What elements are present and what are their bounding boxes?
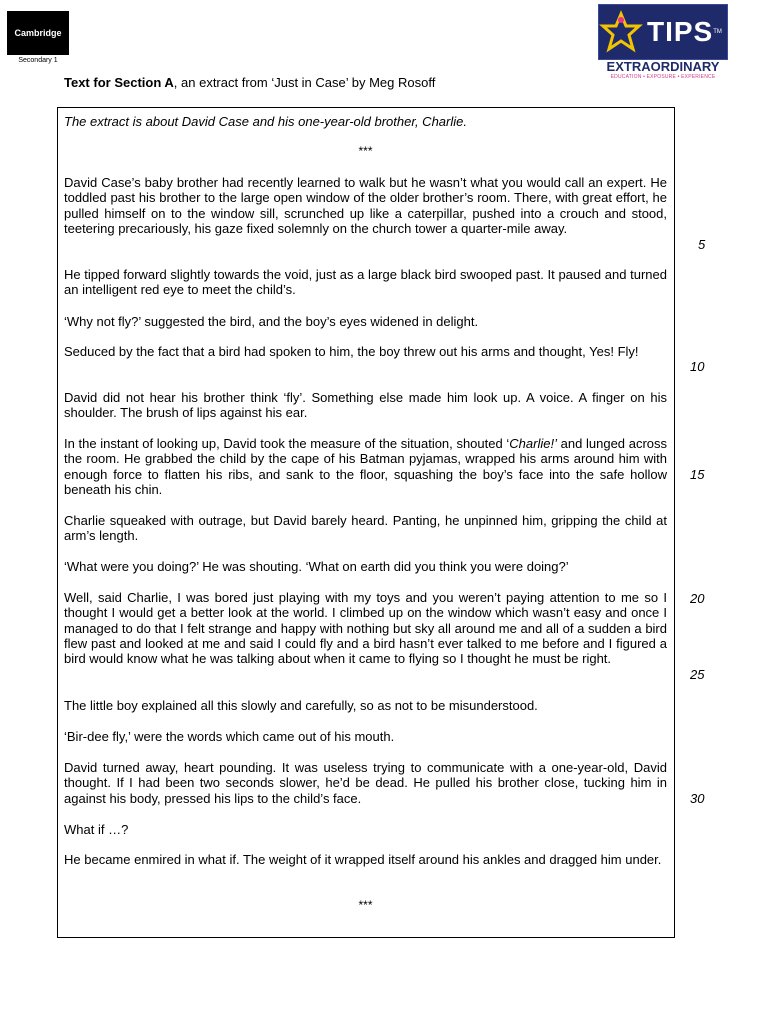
paragraph-11: ‘Bir-dee fly,’ were the words which came out of his mouth.	[64, 729, 395, 744]
stars-top: ***	[358, 144, 373, 158]
paragraph-12: David turned away, heart pounding. It was useless trying to communicate with a one-year-old, David thought. If I had been two seconds slower, he’d be dead. He pulled his brother close, tucking him in against his body, pressed his lips to the child’s face.	[64, 760, 667, 806]
tips-logo	[598, 4, 728, 83]
star-figure-icon	[599, 10, 643, 54]
section-heading-bold: Text for Section A	[64, 75, 174, 90]
paragraph-1: David Case’s baby brother had recently learned to walk but he wasn’t what you would call an expert. He toddled past his brother to the large open window of the older brother’s room. There, with great effort, he pulled himself on to the window sill, scrunched up like a caterpillar, pushed into a crouch and stood, teetering precariously, his gaze fixed solemnly on the church tower a quarter-mile away.	[64, 175, 667, 236]
line-number-15: 15	[690, 467, 705, 482]
paragraph-10: The little boy explained all this slowly and carefully, so as not to be misunderstood.	[64, 698, 538, 713]
section-heading	[64, 75, 435, 90]
tips-extraordinary: EXTRAORDINARY	[606, 59, 720, 74]
tips-footer	[598, 60, 728, 84]
section-heading-rest: , an extract from ‘Just in Case’ by Meg Rosoff	[173, 75, 436, 90]
line-number-10: 10	[690, 359, 705, 374]
tips-tagline: EDUCATION • EXPOSURE • EXPERIENCE	[610, 74, 716, 80]
paragraph-6-a: In the instant of looking up, David took the measure of the situation, shouted ‘	[64, 436, 510, 451]
paragraph-2: He tipped forward slightly towards the void, just as a large black bird swooped past. It paused and turned an intelligent red eye to meet the child’s.	[64, 267, 667, 298]
paragraph-13: What if …?	[64, 822, 129, 837]
cambridge-logo	[7, 11, 69, 66]
paragraph-7: Charlie squeaked with outrage, but David barely heard. Panting, he unpinned him, gripping the child at arm’s length.	[64, 513, 667, 544]
paragraph-4: Seduced by the fact that a bird had spoken to him, the boy threw out his arms and thought, Yes! Fly!	[64, 344, 639, 359]
cambridge-wordmark: Cambridge	[7, 11, 69, 55]
tips-word: TIPS	[647, 16, 714, 47]
line-number-25: 25	[690, 667, 705, 682]
tips-banner	[598, 4, 728, 60]
paragraph-5: David did not hear his brother think ‘fly’. Something else made him look up. A voice. A finger on his shoulder. The brush of lips against his ear.	[64, 390, 667, 421]
paragraph-8: ‘What were you doing?’ He was shouting. ‘What on earth did you think you were doing?’	[64, 559, 569, 574]
paragraph-9: Well, said Charlie, I was bored just playing with my toys and you weren’t paying attention to me so I thought I would get a better look at the world. I climbed up on the window which wasn’t easy and once I managed to do that I felt strange and happy with nothing but sky all around me and all of a sudden a bird flew past and looked at me and said I could fly and a bird hasn’t ever talked to me before and I figured a bird would know what he was talking about when it came to flying so I thought he must be right.	[64, 590, 667, 667]
line-number-30: 30	[690, 791, 705, 806]
cambridge-sub: Secondary 1	[7, 55, 69, 64]
tips-tm: TM	[713, 29, 722, 35]
line-number-5: 5	[698, 237, 706, 252]
paragraph-6	[64, 436, 667, 497]
paragraph-6-italic: Charlie!’	[509, 436, 557, 451]
paragraph-3: ‘Why not fly?’ suggested the bird, and the boy’s eyes widened in delight.	[64, 314, 479, 329]
stars-bottom: ***	[358, 898, 373, 912]
intro-text: The extract is about David Case and his one-year-old brother, Charlie.	[64, 114, 467, 129]
paragraph-6-b: and lunged across the room. He grabbed the child by the cape of his Batman pyjamas, wrapped his arms around him with enough force to flatten his ribs, and sank to the floor, squashing the boy’s face into the safe hollow beneath his chin.	[64, 436, 667, 497]
paragraph-14: He became enmired in what if. The weight of it wrapped itself around his ankles and dragged him under.	[64, 852, 662, 867]
line-number-20: 20	[690, 591, 705, 606]
